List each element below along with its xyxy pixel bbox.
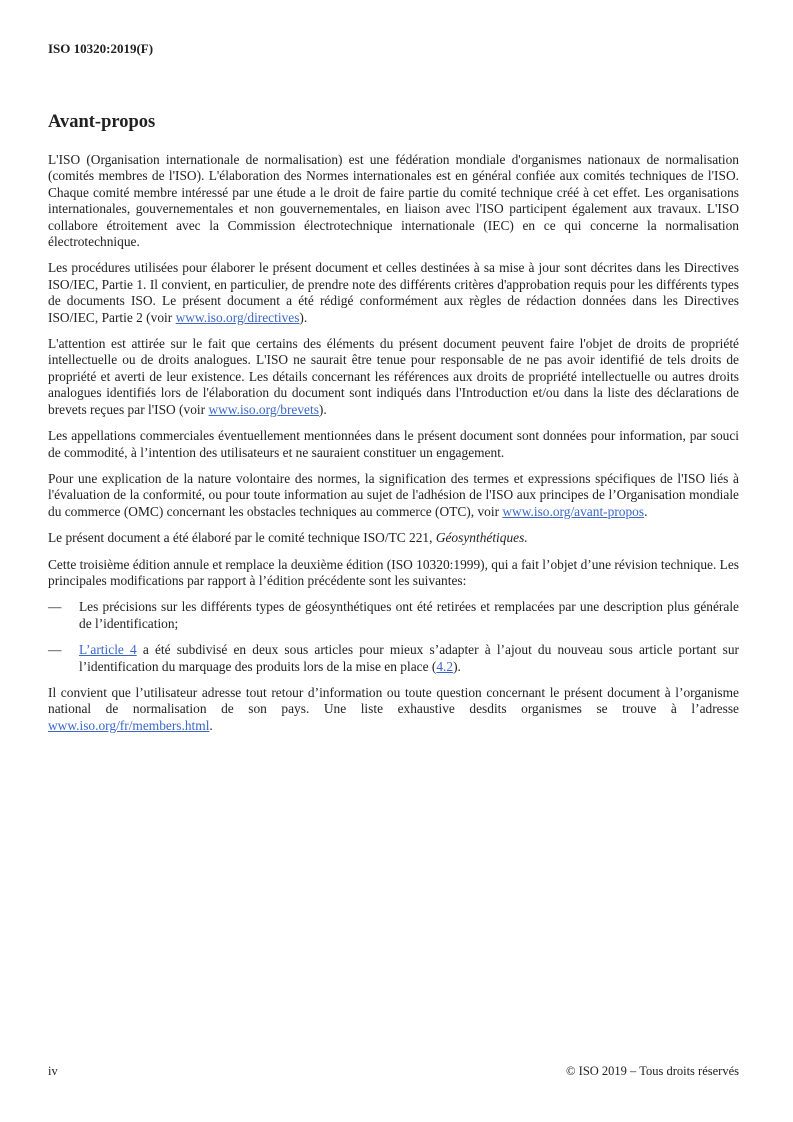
list-item-text [79,642,739,675]
hyperlink[interactable]: www.iso.org/fr/members.html [48,717,210,733]
body-text: L'attention est attirée sur le fait que certains des éléments du présent document peuvent faire l'objet de droits de propriété intellectuelle ou de droits analogues. L'ISO ne saurait être tenue pour responsable de ne pas avoir identifié de tels droits de propriété et averti de leur existence. Les détails concernant les références aux droits de propriété intellectuelle ou autres droits analogues identifiés lors de l'élaboration du document sont indiqués dans l'Introduction et/ou dans la liste des déclarations de brevets reçues par l'ISO (voir [48,336,739,417]
hyperlink[interactable]: www.iso.org/directives [175,309,300,325]
hyperlink[interactable]: L’article 4 [79,642,137,658]
paragraph [48,471,739,520]
body-text: . [209,717,213,733]
paragraph [48,152,739,250]
body-text: Le présent document a été élaboré par le comité technique ISO/TC 221, [48,530,436,546]
italic-text: Géosynthétiques. [435,530,528,546]
body-text: . [644,503,648,519]
page-footer [48,1064,739,1079]
body-text: ). [318,401,327,417]
body-text: L'ISO (Organisation internationale de normalisation) est une fédération mondiale d'organismes nationaux de normalisation (comités membres de l'ISO). L'élaboration des Normes internationales est en général confiée aux comités techniques de l'ISO. Chaque comité membre intéressé par une étude a le droit de faire partie du comité technique créé à cet effet. Les organisations internationales, gouvernementales et non gouvernementales, en liaison avec l'ISO participent également aux travaux. L'ISO collabore étroitement avec la Commission électrotechnique internationale (IEC) en ce qui concerne la normalisation électrotechnique. [48,152,739,250]
hyperlink[interactable]: www.iso.org/brevets [208,401,319,417]
body-text: Cette troisième édition annule et remplace la deuxième édition (ISO 10320:1999), qui a fait l’objet d’une révision technique. Les principales modifications par rapport à l’édition précédente sont les suivantes: [48,556,739,588]
body-text: ). [299,309,308,325]
list-bullet-dash: — [48,642,62,658]
list-item [48,642,739,675]
list-item-text [79,599,739,632]
body-text: Les précisions sur les différents types de géosynthétiques ont été retirées et remplacées par une description plus générale de l’identification; [79,599,739,631]
hyperlink[interactable]: 4.2 [436,658,454,674]
paragraph [48,336,739,418]
page-title: Avant-propos [48,112,156,132]
list-item [48,599,739,632]
body-text: Les procédures utilisées pour élaborer le présent document et celles destinées à sa mise à jour sont décrites dans les Directives ISO/IEC, Partie 1. Il convient, en particulier, de prendre note des différents critères d'approbation requis pour les différents types de documents ISO. Le présent document a été rédigé conformément aux règles de rédaction données dans les Directives ISO/IEC, Partie 2 (voir [48,260,739,325]
body-text: Il convient que l’utilisateur adresse tout retour d’information ou toute question concernant le présent document à l’organisme national de normalisation de son pays. Une liste exhaustive desdits organismes se trouve à l’adresse [48,684,739,717]
paragraph [48,428,739,461]
body-text: Les appellations commerciales éventuellement mentionnées dans le présent document sont données pour information, par souci de commodité, à l’intention des utilisateurs et ne sauraient constituer un engagement. [48,428,739,460]
page-number: iv [48,1064,58,1078]
hyperlink[interactable]: www.iso.org/avant-propos [502,503,645,519]
list-bullet-dash: — [48,599,62,615]
paragraph [48,557,739,590]
running-header: ISO 10320:2019(F) [48,41,154,56]
document-body [48,152,739,734]
body-text: Pour une explication de la nature volontaire des normes, la signification des termes et expressions spécifiques de l'ISO liés à l'évaluation de la conformité, ou pour toute information au sujet de l'adhésion de l'ISO aux principes de l’Organisation mondiale du commerce (OMC) concernant les obstacles techniques au commerce (OTC), voir [48,470,739,519]
copyright-notice: © ISO 2019 – Tous droits réservés [566,1064,739,1078]
paragraph [48,260,739,326]
paragraph [48,685,739,734]
paragraph [48,530,739,546]
body-text: a été subdivisé en deux sous articles pour mieux s’adapter à l’ajout du nouveau sous article portant sur l’identification du marquage des produits lors de la mise en place ( [79,642,740,674]
body-text: ). [453,658,461,674]
